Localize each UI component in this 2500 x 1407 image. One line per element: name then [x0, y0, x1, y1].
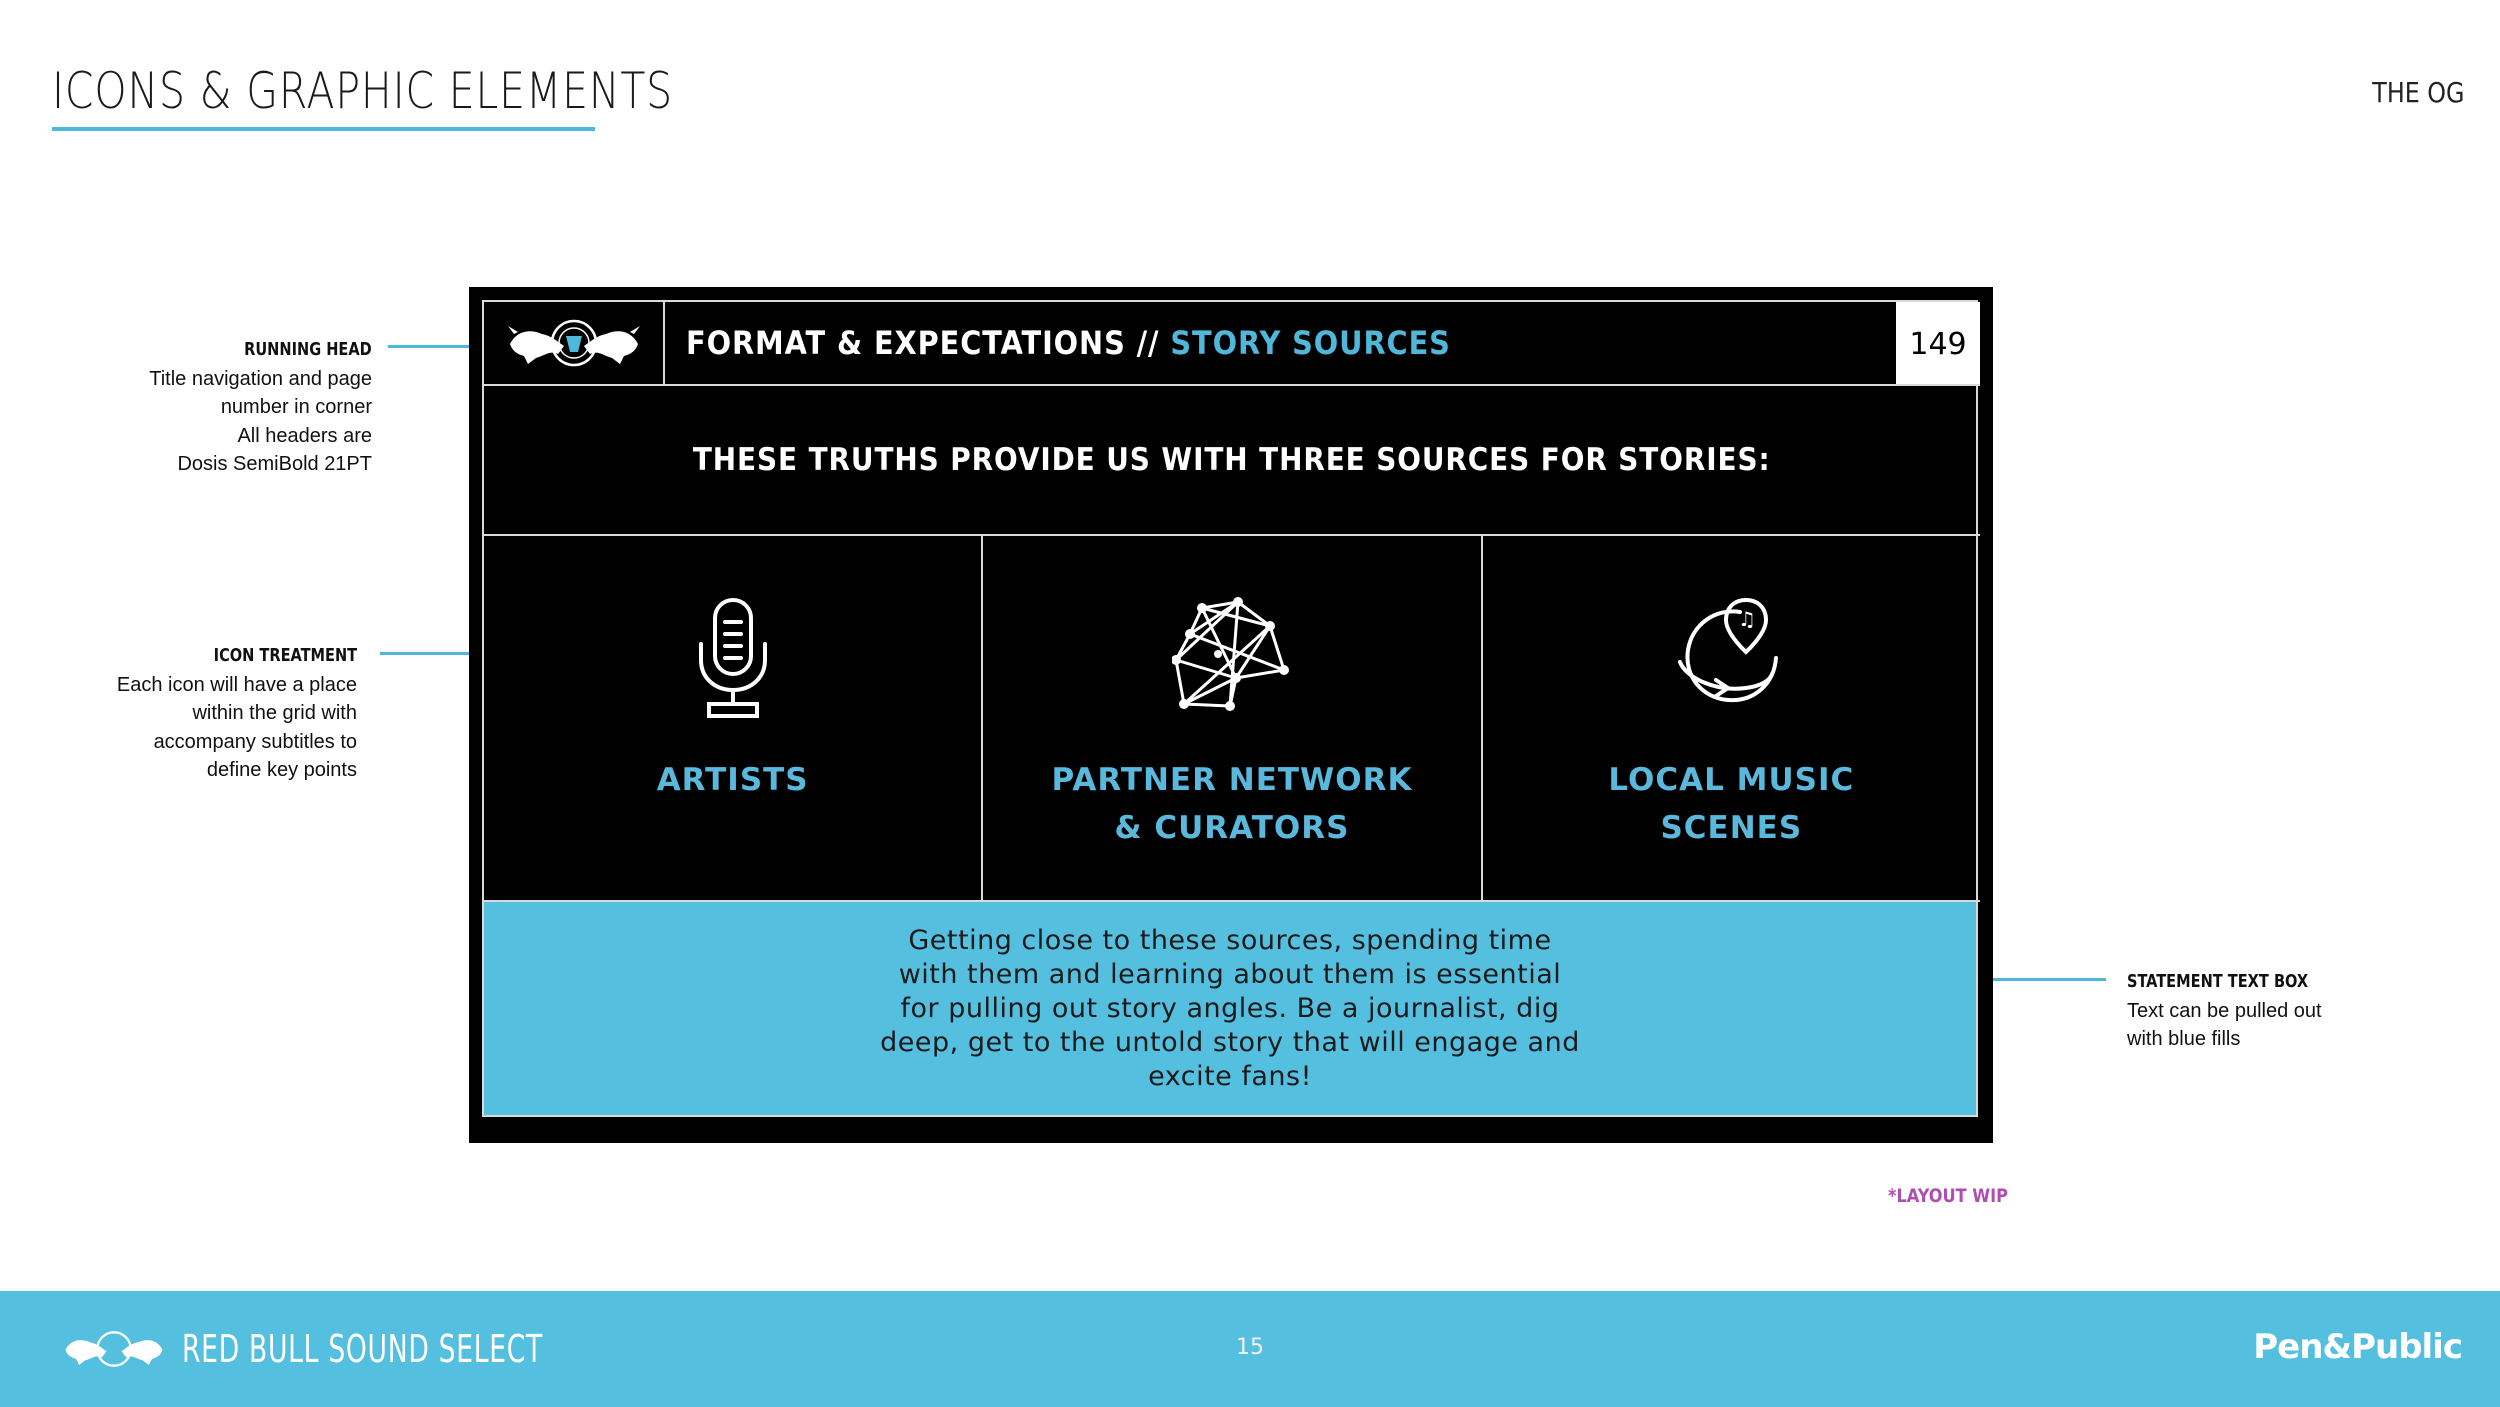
running-head-page-number: 149: [1896, 302, 1980, 384]
title-underline: [52, 127, 595, 131]
statement-row: [484, 386, 1980, 536]
footer-agency-logo: Pen&Public: [2253, 1327, 2462, 1367]
annotation-line: define key points: [206, 759, 357, 781]
statement-text-box: [484, 902, 1976, 1115]
microphone-icon: [693, 596, 773, 720]
running-head: [484, 302, 1980, 386]
statement-box-text: Getting close to these sources, spending time with them and learning about them is essential for pulling out story angles. Be a journalist, dig deep, get to the untold story that will engage and excite fans!: [880, 924, 1580, 1092]
footer-brand-text: RED BULL SOUND SELECT: [182, 1327, 544, 1371]
annotation-line: Dosis SemiBold 21PT: [177, 453, 372, 475]
annotation-running-head: [149, 336, 372, 479]
footer-page-number: 15: [1236, 1335, 1264, 1360]
grid-cell-local-music: [1483, 536, 1980, 900]
globe-location-icon: [1676, 596, 1786, 706]
corner-label: THE OG: [2371, 76, 2464, 109]
annotation-heading: STATEMENT TEXT BOX: [2127, 971, 2309, 992]
slide-mockup: [469, 287, 1993, 1143]
annotation-heading: RUNNING HEAD: [244, 339, 372, 360]
icon-grid: [484, 536, 1980, 902]
annotation-line: All headers are: [237, 424, 372, 447]
annotation-line: within the grid with: [192, 702, 357, 724]
running-head-title: [686, 324, 1451, 362]
running-head-section: FORMAT & EXPECTATIONS //: [686, 324, 1160, 362]
grid-cell-artists: [484, 536, 983, 900]
annotation-line: accompany subtitles to: [153, 730, 357, 753]
svg-text:♫: ♫: [1738, 607, 1757, 631]
page-title: ICONS & GRAPHIC ELEMENTS: [52, 62, 674, 120]
annotation-statement-box: [2127, 968, 2328, 1054]
grid-cell-partner-network: [983, 536, 1482, 900]
cell-label: LOCAL MUSIC SCENES: [1608, 762, 1855, 846]
annotation-line: number in corner: [220, 396, 372, 418]
annotation-line: Text can be pulled out: [2127, 999, 2322, 1022]
annotation-heading: ICON TREATMENT: [213, 645, 357, 666]
annotation-line: with blue fills: [2127, 1028, 2241, 1050]
annotation-line: Title navigation and page: [149, 367, 372, 390]
running-head-topic: STORY SOURCES: [1170, 324, 1451, 362]
red-bull-logo-icon: [506, 314, 642, 372]
layout-wip-note: *LAYOUT WIP: [1888, 1185, 2008, 1207]
slide-frame: [482, 300, 1978, 1117]
network-icon: [1172, 596, 1292, 716]
annotation-line: Each icon will have a place: [116, 673, 357, 696]
cell-label: ARTISTS: [656, 762, 809, 798]
footer: [0, 1291, 2500, 1407]
cell-label: PARTNER NETWORK & CURATORS: [1051, 762, 1413, 846]
statement-text: THESE TRUTHS PROVIDE US WITH THREE SOURCES FOR STORIES:: [693, 442, 1771, 478]
annotation-icon-treatment: [117, 642, 357, 785]
logo-cell: [484, 302, 665, 384]
